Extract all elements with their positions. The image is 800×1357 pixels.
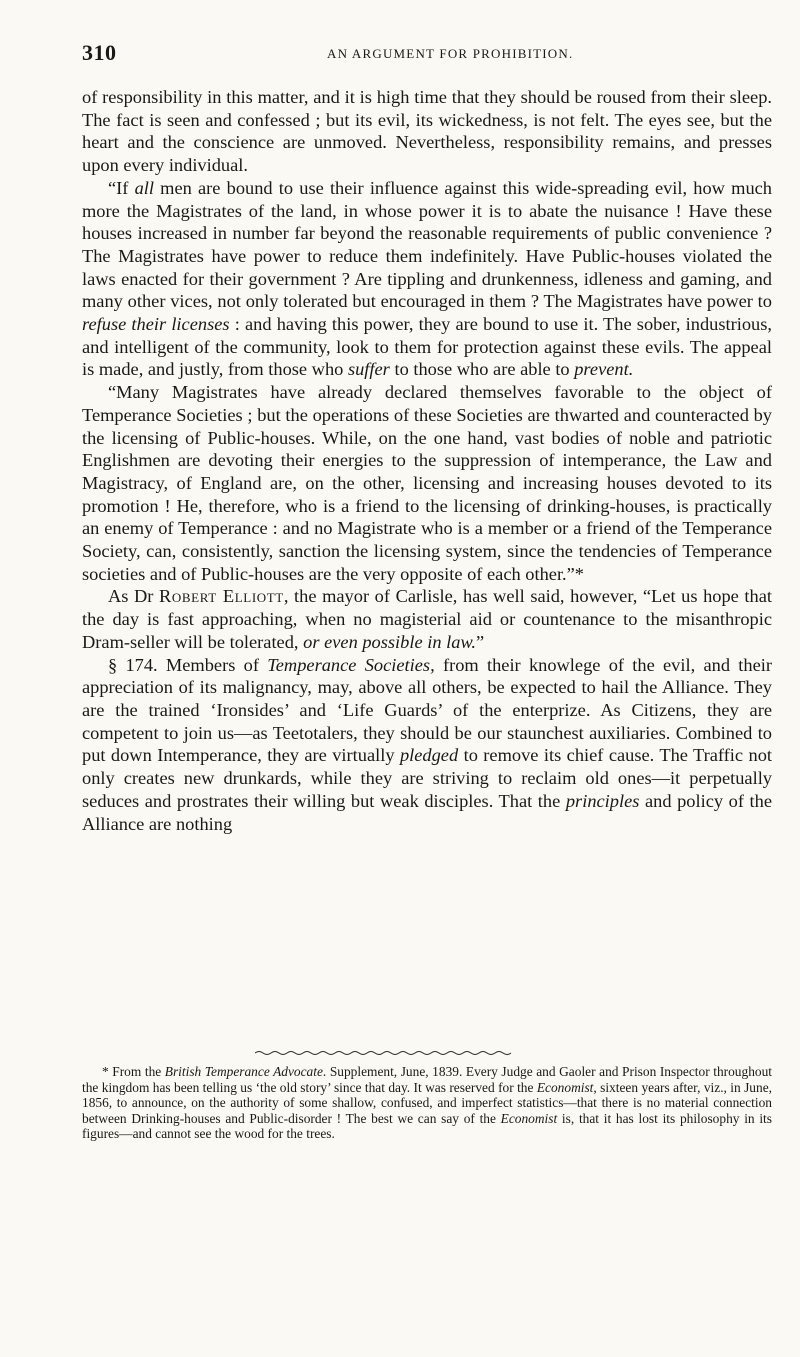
footnote-text: * From the British Temperance Advocate. Supplement, June, 1839. Every Judge and Gaoler and Prison Inspector throughout the kingdom has been telling us ‘the old story’ since that day. It was reserved for the Economist, sixteen years after, viz., in June, 1856, to announce, on the authority of some shallow, confused, and imperfect statistics—that there is no material connection between Drinking-houses and Public-disorder ! The best we can say of the Economist is, that it has lost its philosophy in its figures—and cannot see the wood for the trees. [82,1064,772,1142]
paragraph-4: As Dr Robert Elliott, the mayor of Carlisle, has well said, however, “Let us hope that the day is fast approaching, when no magisterial aid or countenance to the misanthropic Dram-seller will be tolerated, or even possible in law.” [82,586,773,652]
paragraph-5: § 174. Members of Temperance Societies, from their knowlege of the evil, and their appreciation of its malignancy, may, above all others, be expected to hail the Alliance. They are the trained ‘Ironsides’ and ‘Life Guards’ of the enterprize. As Citizens, they are competent to join us—as Teetotalers, they should be our staunchest auxiliaries. Combined to put down Intemperance, they are virtually pledged to remove its chief cause. The Traffic not only creates new drunkards, while they are striving to reclaim old ones—it perpetually seduces and prostrates their willing but weak disciples. That the principles and policy of the Alliance are nothing [82,654,773,834]
footnote-separator [255,1050,515,1056]
running-title: AN ARGUMENT FOR PROHIBITION. [327,46,574,61]
paragraph-1: of responsibility in this matter, and it is high time that they should be roused from their sleep. The fact is seen and confessed ; but its evil, its wickedness, is not felt. The eyes see, but the heart and the conscience are unmoved. Nevertheless, responsibility remains, and presses upon every individual. [82,87,772,176]
paragraph-3: “Many Magistrates have already declared themselves favorable to the object of Temperance Societies ; but the operations of these Societies are thwarted and counteracted by the licensing of Public-houses. While, on the one hand, vast bodies of noble and patriotic Englishmen are devoting their energies to the suppression of intemperance, the Law and Magistracy, of England are, on the other, licensing and increasing houses devoted to its promotion ! He, therefore, who is a friend to the licensing of drinking-houses, is practically an enemy of Temperance : and no Magistrate who is a member or a friend of the Temperance Society, can, consistently, sanction the licensing system, since the tendencies of Temperance societies and of Public-houses are the very opposite of each other.”* [82,382,772,584]
paragraph-2: “If all men are bound to use their influence against this wide-spreading evil, how much more the Magistrates of the land, in whose power it is to abate the nuisance ! Have these houses increased in number far beyond the reasonable requirements of public convenience ? The Magistrates have power to reduce them indefinitely. Have Public-houses violated the laws enacted for their government ? Are tippling and drunkenness, idleness and gaming, and many other vices, not only tolerated but encouraged in them ? The Magistrates have power to refuse their licenses : and having this power, they are bound to use it. The sober, industrious, and intelligent of the community, look to them for protection against these evils. The appeal is made, and justly, from those who suffer to those who are able to prevent. [82,177,772,380]
body-text [82,86,772,835]
footnote [82,1064,772,1142]
page-header [82,40,772,66]
author-name: Robert Elliott [159,586,284,607]
page-number: 310 [82,40,117,65]
